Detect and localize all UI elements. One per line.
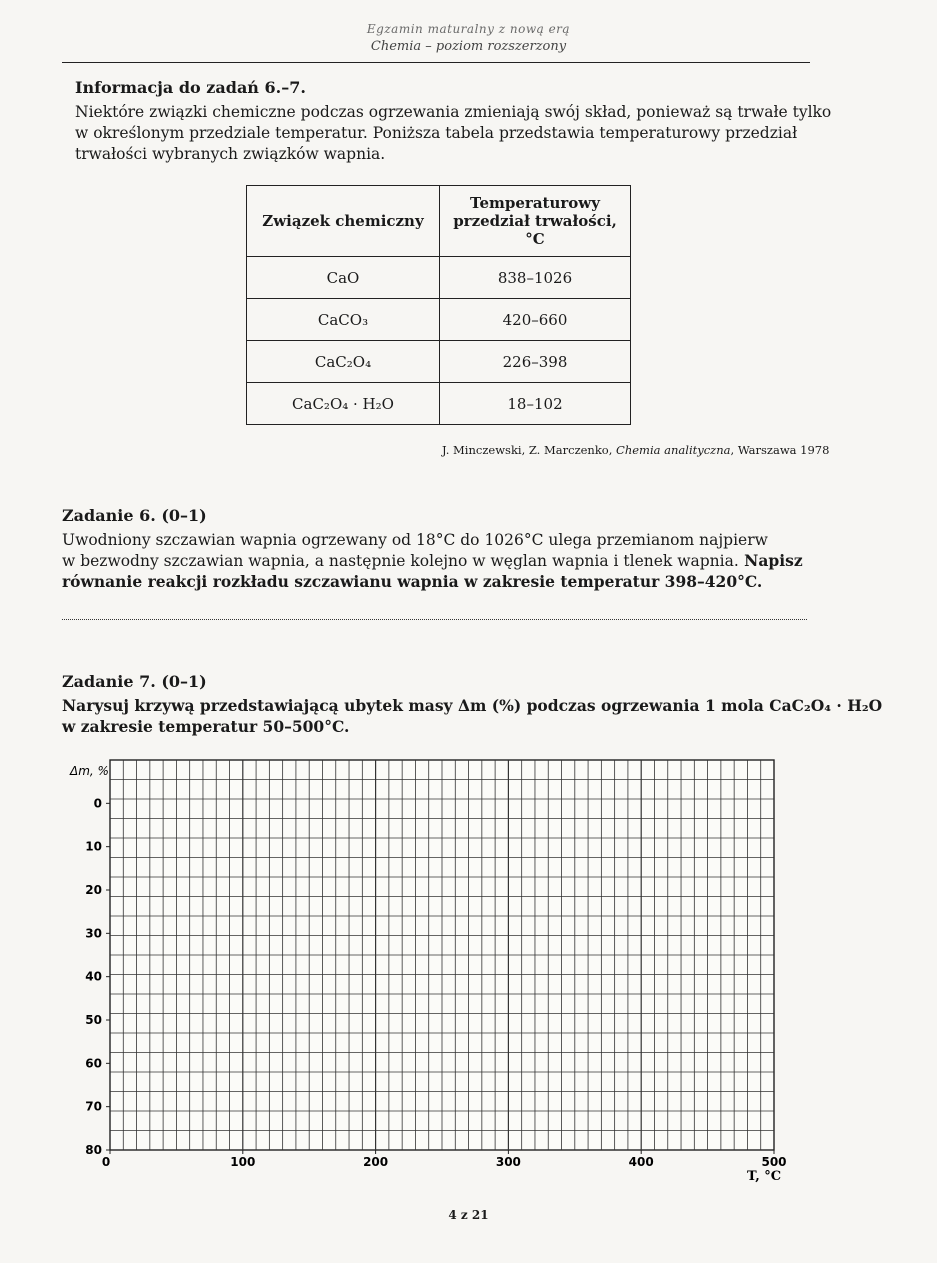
task6-line-3: równanie reakcji rozkładu szczawianu wapnia w zakresie temperatur 398–420°C. xyxy=(62,572,763,591)
info-line-2: w określonym przedziale temperatur. Poniższa tabela przedstawia temperaturowy przedział xyxy=(75,124,798,142)
table-row xyxy=(247,257,631,299)
table-row xyxy=(247,341,631,383)
task7-heading: Zadanie 7. (0–1) xyxy=(62,672,207,691)
x-tick-label: 0 xyxy=(101,1155,111,1169)
y-tick-label: 60 xyxy=(85,1056,102,1071)
answer-line[interactable] xyxy=(62,618,807,620)
col-compound-header: Związek chemiczny xyxy=(247,186,440,257)
stability-table xyxy=(246,185,631,425)
compound-cell: CaO xyxy=(247,257,440,299)
x-tick-label: 200 xyxy=(363,1155,389,1169)
source-title: Chemia analityczna xyxy=(616,443,731,457)
source-place: , Warszawa 1978 xyxy=(730,443,830,457)
y-tick-label: 50 xyxy=(85,1013,102,1027)
y-tick-label: 0 xyxy=(93,796,102,811)
compound-cell: CaC₂O₄ · H₂O xyxy=(247,383,440,425)
task6-instruction-start: Napisz xyxy=(738,551,803,570)
table-header-row xyxy=(247,186,631,257)
task6-line-2 xyxy=(62,551,803,571)
compound-cell: CaC₂O₄ xyxy=(247,341,440,383)
exam-title: Egzamin maturalny z nową erą xyxy=(366,22,571,36)
task7-line-2: w zakresie temperatur 50–500°C. xyxy=(62,717,350,736)
table-row xyxy=(247,383,631,425)
x-tick-label: 500 xyxy=(761,1155,787,1169)
y-tick-label: 20 xyxy=(85,883,102,897)
task6-heading: Zadanie 6. (0–1) xyxy=(62,506,207,525)
y-tick-label: 40 xyxy=(85,969,102,984)
info-line-3: trwałości wybranych związków wapnia. xyxy=(75,145,386,163)
x-tick-label: 100 xyxy=(230,1155,256,1169)
col-range-header xyxy=(440,186,631,257)
range-cell: 226–398 xyxy=(440,341,631,383)
x-axis-label: T, °C xyxy=(747,1169,782,1184)
chart-grid xyxy=(110,760,774,1150)
table-source xyxy=(442,443,829,457)
x-axis-ticks xyxy=(102,1150,787,1169)
col-range-header-line-1: Temperaturowy xyxy=(470,194,600,212)
page-number: 4 z 21 xyxy=(448,1208,489,1222)
source-authors: J. Minczewski, Z. Marczenko, xyxy=(442,443,613,457)
mass-loss-chart[interactable] xyxy=(0,740,937,1200)
compound-cell: CaCO₃ xyxy=(247,299,440,341)
y-tick-label: 10 xyxy=(85,839,102,854)
x-tick-label: 400 xyxy=(628,1155,654,1169)
info-heading: Informacja do zadań 6.–7. xyxy=(75,78,306,97)
range-cell: 420–660 xyxy=(440,299,631,341)
y-axis-label: Δm, % xyxy=(70,764,109,778)
table-row xyxy=(247,299,631,341)
range-cell: 18–102 xyxy=(440,383,631,425)
y-tick-label: 80 xyxy=(85,1143,102,1157)
col-range-header-line-3: °C xyxy=(525,230,545,248)
task6-line-2-text: w bezwodny szczawian wapnia, a następnie kolejno w węglan wapnia i tlenek wapnia. xyxy=(62,552,739,570)
y-tick-label: 30 xyxy=(85,926,102,941)
task6-line-1: Uwodniony szczawian wapnia ogrzewany od 18°C do 1026°C ulega przemianom najpierw xyxy=(62,531,768,549)
header-rule xyxy=(62,62,810,63)
exam-subject: Chemia – poziom rozszerzony xyxy=(370,39,567,54)
task7-line-1: Narysuj krzywą przedstawiającą ubytek masy Δm (%) podczas ogrzewania 1 mola CaC₂O₄ · H₂O xyxy=(62,696,883,715)
col-range-header-line-2: przedział trwałości, xyxy=(453,212,617,230)
x-tick-label: 300 xyxy=(495,1155,521,1169)
range-cell: 838–1026 xyxy=(440,257,631,299)
y-tick-label: 70 xyxy=(85,1099,102,1114)
y-axis-ticks xyxy=(85,796,110,1157)
info-line-1: Niektóre związki chemiczne podczas ogrzewania zmieniają swój skład, ponieważ są trwałe tylko xyxy=(75,103,832,121)
